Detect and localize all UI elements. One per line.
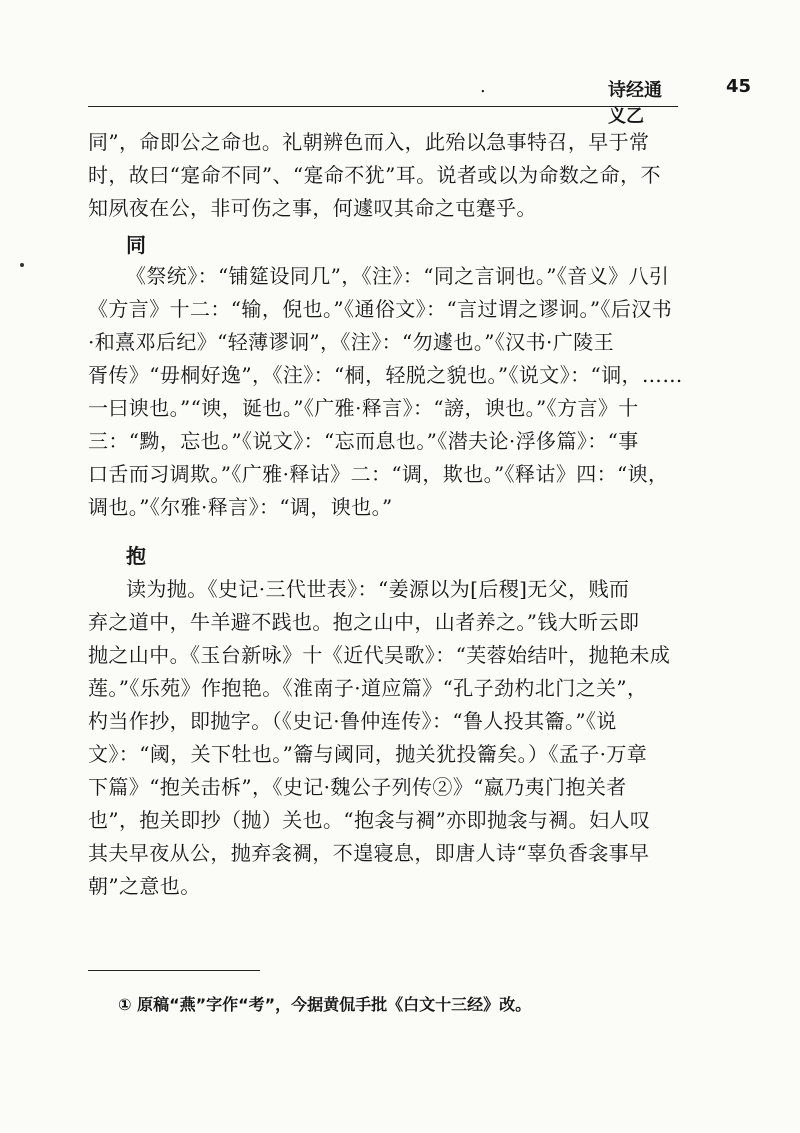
text-line: 胥传》“毋桐好逸”，《注》：“桐，轻脱之貌也。”《说文》：“诇，…… bbox=[88, 363, 683, 387]
text-line: ·和熹邓后纪》“轻薄谬诇”，《注》：“勿遽也。”《汉书·广陵王 bbox=[88, 330, 615, 354]
text-line: 一曰谀也。”“谀，诞也。”《广雅·释言》：“謗，谀也。”《方言》十 bbox=[88, 396, 639, 420]
headword-tong: 同 bbox=[126, 233, 146, 257]
text-line: 调也。”《尔雅·释言》：“调，谀也。” bbox=[88, 495, 393, 519]
running-header bbox=[88, 70, 752, 127]
headword-bao: 抱 bbox=[126, 544, 146, 568]
footnote: ① 原稿“燕”字作“考”，今据黄侃手批《白文十三经》改。 bbox=[118, 995, 532, 1014]
text-line: 莲。”《乐苑》作抱艳。《淮南子·道应篇》“孔子劲杓北门之关”， bbox=[88, 676, 648, 700]
text-line: 知夙夜在公，非可伤之事，何遽叹其命之屯蹇乎。 bbox=[88, 196, 537, 220]
text-line: 口舌而习调欺。”《广雅·释诂》二：“调，欺也。”《释诂》四：“谀， bbox=[88, 462, 669, 486]
text-line: 弃之道中，牛羊避不践也。抱之山中，山者养之。”钱大昕云即 bbox=[88, 610, 640, 634]
text-line: 读为抛。《史记·三代世表》：“姜源以为[后稷]无父，贱而 bbox=[126, 577, 630, 601]
text-line: 也”，抱关即抄（抛）关也。“抱衾与裯”亦即抛衾与裯。妇人叹 bbox=[88, 808, 651, 832]
text-line: 抛之山中。《玉台新咏》十《近代吴歌》：“芙蓉始结叶，抛艳未成 bbox=[88, 643, 671, 667]
text-line: 时，故曰“寔命不同”、“寔命不犹”耳。说者或以为命数之命，不 bbox=[88, 163, 661, 187]
text-line: 文》：“阈，关下牡也。”籥与阈同，抛关犹投籥矣。）《孟子·万章 bbox=[88, 742, 648, 766]
text-line: 朝”之意也。 bbox=[88, 874, 201, 898]
book-title: 诗经通义乙 bbox=[608, 80, 662, 127]
text-line: 杓当作抄，即抛字。（《史记·鲁仲连传》：“鲁人投其籥。”《说 bbox=[88, 709, 617, 733]
text-line: 同”，命即公之命也。礼朝辨色而入，此殆以急事特召，早于常 bbox=[88, 130, 650, 154]
header-dot: . bbox=[480, 76, 486, 97]
text-line: 《祭统》：“铺筵设同几”，《注》：“同之言诇也。”《音义》八引 bbox=[126, 264, 670, 288]
text-line: 下篇》“抱关击柝”，《史记·魏公子列传②》“嬴乃夷门抱关者 bbox=[88, 775, 627, 799]
entry-bao-body bbox=[88, 573, 688, 903]
scan-speck bbox=[20, 263, 24, 267]
page-number: 45 bbox=[726, 76, 752, 97]
footnote-divider bbox=[88, 970, 260, 971]
text-line: 《方言》十二：“输，倪也。”《通俗文》：“言过谓之谬诇。”《后汉书 bbox=[88, 297, 673, 321]
continued-paragraph bbox=[88, 126, 688, 225]
entry-tong-body bbox=[88, 260, 688, 524]
text-line: 三：“黝，忘也。”《说文》：“忘而息也。”《潜夫论·浮侈篇》：“事 bbox=[88, 429, 639, 453]
text-line: 其夫早夜从公，抛弃衾裯，不遑寝息，即唐人诗“辜负香衾事早 bbox=[88, 841, 650, 865]
